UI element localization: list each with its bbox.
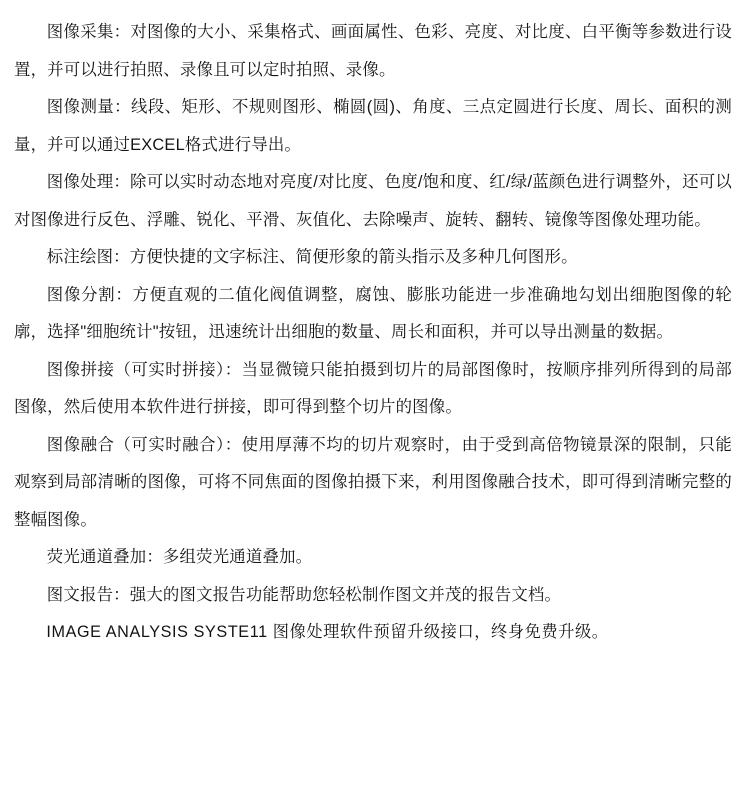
- paragraph-graphic-report: 图文报告：强大的图文报告功能帮助您轻松制作图文并茂的报告文档。: [46, 585, 562, 604]
- paragraph-annotation-drawing: 标注绘图：方便快捷的文字标注、简便形象的箭头指示及多种几何图形。: [46, 248, 578, 266]
- paragraph-fluorescence-channel-overlay: 荧光通道叠加：多组荧光通道叠加。: [46, 548, 313, 566]
- paragraph-image-segmentation: 图像分割：方便直观的二值化阀值调整，腐蚀、膨胀功能进一步准确地勾划出细胞图像的轮廓，选择"细胞统计"按钮，迅速统计出细胞的数量、周长和面积，并可以导出测量的数据。: [14, 285, 732, 341]
- paragraph-image-measurement: 图像测量：线段、矩形、不规则图形、椭圆(圆)、角度、三点定圆进行长度、周长、面积的测量，并可以通过EXCEL格式进行导出。: [14, 98, 732, 154]
- paragraph-upgrade-interface: IMAGE ANALYSIS SYSTE11 图像处理软件预留升级接口，终身免费升级。: [46, 623, 609, 641]
- paragraph-image-fusion: 图像融合（可实时融合）：使用厚薄不均的切片观察时，由于受到高倍物镜景深的限制，只能观察到局部清晰的图像，可将不同焦面的图像拍摄下来，利用图像融合技术，即可得到清晰完整的整幅图像。: [14, 435, 732, 529]
- paragraph-image-stitching: 图像拼接（可实时拼接）：当显微镜只能拍摄到切片的局部图像时，按顺序排列所得到的局部图像，然后使用本软件进行拼接，即可得到整个切片的图像。: [14, 360, 732, 416]
- paragraph-image-processing: 图像处理：除可以实时动态地对亮度/对比度、色度/饱和度、红/绿/蓝颜色进行调整外，还可以对图像进行反色、浮雕、锐化、平滑、灰值化、去除噪声、旋转、翻转、镜像等图像处理功能。: [14, 173, 732, 229]
- paragraph-image-acquisition: 图像采集：对图像的大小、采集格式、画面属性、色彩、亮度、对比度、白平衡等参数进行设置，并可以进行拍照、录像且可以定时拍照、录像。: [14, 23, 732, 79]
